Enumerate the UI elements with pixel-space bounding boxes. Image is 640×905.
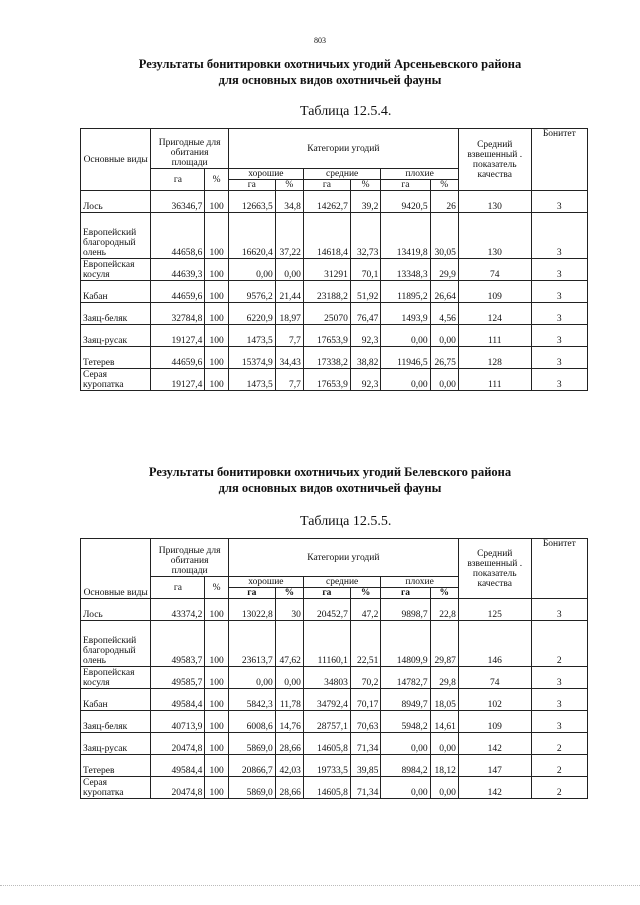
cell-suitable-pct: 100 xyxy=(205,689,228,711)
cell-bonitet: 3 xyxy=(531,711,587,733)
cell-good-ha: 0,00 xyxy=(228,259,275,281)
cell-medium-pct: 71,34 xyxy=(350,777,381,799)
cell-avg: 130 xyxy=(458,191,531,213)
cell-bonitet: 2 xyxy=(531,755,587,777)
header-categories: Категории угодий xyxy=(228,539,458,577)
cell-poor-ha: 11895,2 xyxy=(381,281,430,303)
header-suitable: Пригодные для обитания площади xyxy=(151,539,228,577)
cell-avg: 111 xyxy=(458,325,531,347)
cell-suitable-ha: 36346,7 xyxy=(151,191,205,213)
cell-good-ha: 6008,6 xyxy=(228,711,275,733)
cell-species: Лось xyxy=(81,191,151,213)
cell-species: Заяц-русак xyxy=(81,325,151,347)
cell-avg: 109 xyxy=(458,711,531,733)
cell-poor-ha: 13348,3 xyxy=(381,259,430,281)
header-medium-ha: га xyxy=(303,588,350,599)
cell-bonitet: 2 xyxy=(531,733,587,755)
header-pct: % xyxy=(205,577,228,599)
cell-poor-ha: 1493,9 xyxy=(381,303,430,325)
cell-medium-pct: 32,73 xyxy=(350,213,381,259)
table-row xyxy=(81,281,588,303)
cell-medium-pct: 47,2 xyxy=(350,599,381,621)
cell-good-pct: 0,00 xyxy=(275,667,303,689)
cell-medium-ha: 25070 xyxy=(303,303,350,325)
cell-avg: 142 xyxy=(458,733,531,755)
scan-edge-noise xyxy=(0,885,640,888)
cell-medium-ha: 31291 xyxy=(303,259,350,281)
cell-suitable-ha: 49584,4 xyxy=(151,689,205,711)
table-row xyxy=(81,733,588,755)
cell-good-ha: 9576,2 xyxy=(228,281,275,303)
cell-medium-pct: 22,51 xyxy=(350,621,381,667)
cell-good-pct: 34,8 xyxy=(275,191,303,213)
header-good-ha: га xyxy=(228,180,275,191)
table1-title xyxy=(60,56,600,88)
cell-avg: 146 xyxy=(458,621,531,667)
cell-poor-pct: 0,00 xyxy=(430,325,458,347)
cell-avg: 111 xyxy=(458,369,531,391)
cell-poor-pct: 0,00 xyxy=(430,733,458,755)
cell-bonitet: 3 xyxy=(531,281,587,303)
cell-suitable-pct: 100 xyxy=(205,325,228,347)
table1-title-line2: для основных видов охотничьей фауны xyxy=(218,73,442,87)
table-row xyxy=(81,599,588,621)
header-medium: средние xyxy=(303,169,380,180)
table1 xyxy=(80,128,588,391)
table-row xyxy=(81,191,588,213)
cell-medium-pct: 39,2 xyxy=(350,191,381,213)
cell-species: Европейский благородный олень xyxy=(81,213,151,259)
cell-poor-ha: 14782,7 xyxy=(381,667,430,689)
cell-poor-ha: 9420,5 xyxy=(381,191,430,213)
cell-species: Кабан xyxy=(81,281,151,303)
cell-bonitet: 3 xyxy=(531,599,587,621)
page-number: 803 xyxy=(314,36,326,45)
cell-medium-ha: 11160,1 xyxy=(303,621,350,667)
cell-suitable-pct: 100 xyxy=(205,777,228,799)
cell-avg: 125 xyxy=(458,599,531,621)
cell-medium-ha: 20452,7 xyxy=(303,599,350,621)
header-good: хорошие xyxy=(228,169,303,180)
cell-suitable-ha: 49585,7 xyxy=(151,667,205,689)
header-poor-pct: % xyxy=(430,588,458,599)
cell-medium-pct: 70,17 xyxy=(350,689,381,711)
cell-poor-ha: 13419,8 xyxy=(381,213,430,259)
cell-suitable-pct: 100 xyxy=(205,711,228,733)
header-poor-ha: га xyxy=(381,588,430,599)
header-species: Основные виды xyxy=(81,539,151,599)
cell-medium-pct: 92,3 xyxy=(350,369,381,391)
cell-suitable-ha: 49584,4 xyxy=(151,755,205,777)
header-medium-pct: % xyxy=(350,180,381,191)
cell-avg: 109 xyxy=(458,281,531,303)
cell-avg: 130 xyxy=(458,213,531,259)
header-good-ha: га xyxy=(228,588,275,599)
header-good: хорошие xyxy=(228,577,303,588)
table-row xyxy=(81,325,588,347)
cell-poor-pct: 4,56 xyxy=(430,303,458,325)
cell-suitable-ha: 44659,6 xyxy=(151,281,205,303)
cell-suitable-pct: 100 xyxy=(205,755,228,777)
cell-poor-ha: 0,00 xyxy=(381,325,430,347)
cell-suitable-ha: 19127,4 xyxy=(151,325,205,347)
cell-bonitet: 3 xyxy=(531,369,587,391)
cell-poor-ha: 14809,9 xyxy=(381,621,430,667)
cell-good-ha: 23613,7 xyxy=(228,621,275,667)
table-row xyxy=(81,689,588,711)
table2-title xyxy=(60,464,600,496)
table1-title-line1: Результаты бонитировки охотничьих угодий Арсеньевского района xyxy=(138,57,522,71)
cell-suitable-pct: 100 xyxy=(205,369,228,391)
cell-poor-ha: 9898,7 xyxy=(381,599,430,621)
cell-good-pct: 18,97 xyxy=(275,303,303,325)
cell-good-ha: 1473,5 xyxy=(228,325,275,347)
cell-poor-pct: 18,12 xyxy=(430,755,458,777)
cell-bonitet: 2 xyxy=(531,777,587,799)
header-poor: плохие xyxy=(381,169,459,180)
cell-good-pct: 0,00 xyxy=(275,259,303,281)
cell-good-ha: 13022,8 xyxy=(228,599,275,621)
cell-good-pct: 28,66 xyxy=(275,733,303,755)
cell-medium-pct: 92,3 xyxy=(350,325,381,347)
table-row xyxy=(81,347,588,369)
header-bonitet: Бонитет xyxy=(531,129,587,191)
cell-species: Кабан xyxy=(81,689,151,711)
cell-poor-ha: 0,00 xyxy=(381,369,430,391)
cell-medium-pct: 70,1 xyxy=(350,259,381,281)
cell-species: Заяц-русак xyxy=(81,733,151,755)
header-good-pct: % xyxy=(275,180,303,191)
header-medium: средние xyxy=(303,577,380,588)
table-row xyxy=(81,213,588,259)
cell-bonitet: 3 xyxy=(531,325,587,347)
cell-bonitet: 3 xyxy=(531,213,587,259)
table-row xyxy=(81,303,588,325)
header-species: Основные виды xyxy=(81,129,151,191)
cell-avg: 147 xyxy=(458,755,531,777)
cell-medium-ha: 34803 xyxy=(303,667,350,689)
header-suitable: Пригодные для обитания площади xyxy=(151,129,228,169)
cell-avg: 124 xyxy=(458,303,531,325)
cell-suitable-pct: 100 xyxy=(205,213,228,259)
cell-medium-ha: 14605,8 xyxy=(303,733,350,755)
cell-poor-pct: 0,00 xyxy=(430,369,458,391)
cell-avg: 102 xyxy=(458,689,531,711)
cell-poor-pct: 26,75 xyxy=(430,347,458,369)
cell-good-pct: 14,76 xyxy=(275,711,303,733)
cell-poor-pct: 26 xyxy=(430,191,458,213)
cell-bonitet: 3 xyxy=(531,191,587,213)
cell-medium-pct: 71,34 xyxy=(350,733,381,755)
cell-bonitet: 3 xyxy=(531,303,587,325)
cell-medium-pct: 39,85 xyxy=(350,755,381,777)
cell-suitable-pct: 100 xyxy=(205,191,228,213)
cell-good-ha: 5869,0 xyxy=(228,777,275,799)
cell-species: Заяц-беляк xyxy=(81,303,151,325)
table-row xyxy=(81,621,588,667)
header-avg: Средний взвешенный . показатель качества xyxy=(458,539,531,599)
cell-suitable-pct: 100 xyxy=(205,599,228,621)
cell-good-ha: 5869,0 xyxy=(228,733,275,755)
cell-avg: 128 xyxy=(458,347,531,369)
table-row xyxy=(81,259,588,281)
header-ha: га xyxy=(151,577,205,599)
cell-good-ha: 1473,5 xyxy=(228,369,275,391)
table2-caption: Таблица 12.5.5. xyxy=(300,514,392,529)
cell-bonitet: 2 xyxy=(531,621,587,667)
cell-species: Европейская косуля xyxy=(81,259,151,281)
cell-avg: 74 xyxy=(458,667,531,689)
cell-suitable-ha: 49583,7 xyxy=(151,621,205,667)
cell-poor-pct: 30,05 xyxy=(430,213,458,259)
cell-species: Серая куропатка xyxy=(81,369,151,391)
cell-medium-ha: 17653,9 xyxy=(303,369,350,391)
cell-suitable-pct: 100 xyxy=(205,259,228,281)
cell-medium-ha: 19733,5 xyxy=(303,755,350,777)
cell-suitable-ha: 40713,9 xyxy=(151,711,205,733)
cell-suitable-ha: 43374,2 xyxy=(151,599,205,621)
cell-suitable-pct: 100 xyxy=(205,281,228,303)
cell-bonitet: 3 xyxy=(531,259,587,281)
cell-suitable-ha: 44658,6 xyxy=(151,213,205,259)
table-row xyxy=(81,755,588,777)
cell-good-pct: 34,43 xyxy=(275,347,303,369)
table2-title-line1: Результаты бонитировки охотничьих угодий Белевского района xyxy=(148,465,512,479)
cell-medium-ha: 14262,7 xyxy=(303,191,350,213)
cell-poor-ha: 8949,7 xyxy=(381,689,430,711)
cell-good-ha: 16620,4 xyxy=(228,213,275,259)
cell-poor-pct: 18,05 xyxy=(430,689,458,711)
cell-medium-ha: 28757,1 xyxy=(303,711,350,733)
cell-poor-ha: 0,00 xyxy=(381,733,430,755)
header-categories: Категории угодий xyxy=(228,129,458,169)
cell-poor-pct: 29,8 xyxy=(430,667,458,689)
cell-good-pct: 11,78 xyxy=(275,689,303,711)
header-good-pct: % xyxy=(275,588,303,599)
cell-species: Тетерев xyxy=(81,347,151,369)
cell-good-pct: 7,7 xyxy=(275,369,303,391)
header-poor: плохие xyxy=(381,577,459,588)
cell-good-pct: 47,62 xyxy=(275,621,303,667)
cell-good-ha: 6220,9 xyxy=(228,303,275,325)
header-avg: Средний взвешенный . показатель качества xyxy=(458,129,531,191)
cell-good-ha: 15374,9 xyxy=(228,347,275,369)
table-row xyxy=(81,369,588,391)
header-ha: га xyxy=(151,169,205,191)
cell-suitable-ha: 44639,3 xyxy=(151,259,205,281)
cell-suitable-ha: 20474,8 xyxy=(151,777,205,799)
table2 xyxy=(80,538,588,799)
table-row xyxy=(81,667,588,689)
table-row xyxy=(81,777,588,799)
header-poor-ha: га xyxy=(381,180,430,191)
cell-species: Лось xyxy=(81,599,151,621)
cell-poor-ha: 5948,2 xyxy=(381,711,430,733)
cell-species: Тетерев xyxy=(81,755,151,777)
cell-good-pct: 30 xyxy=(275,599,303,621)
table2-title-line2: для основных видов охотничьей фауны xyxy=(218,481,442,495)
cell-medium-pct: 76,47 xyxy=(350,303,381,325)
cell-suitable-ha: 32784,8 xyxy=(151,303,205,325)
cell-bonitet: 3 xyxy=(531,667,587,689)
cell-good-pct: 28,66 xyxy=(275,777,303,799)
cell-medium-pct: 38,82 xyxy=(350,347,381,369)
cell-avg: 142 xyxy=(458,777,531,799)
header-medium-ha: га xyxy=(303,180,350,191)
cell-good-ha: 12663,5 xyxy=(228,191,275,213)
cell-medium-ha: 34792,4 xyxy=(303,689,350,711)
cell-medium-ha: 17338,2 xyxy=(303,347,350,369)
header-medium-pct: % xyxy=(350,588,381,599)
cell-species: Европейский благородный олень xyxy=(81,621,151,667)
cell-suitable-pct: 100 xyxy=(205,621,228,667)
cell-bonitet: 3 xyxy=(531,689,587,711)
cell-suitable-pct: 100 xyxy=(205,347,228,369)
table-row xyxy=(81,711,588,733)
cell-good-ha: 20866,7 xyxy=(228,755,275,777)
cell-poor-ha: 11946,5 xyxy=(381,347,430,369)
cell-medium-pct: 70,63 xyxy=(350,711,381,733)
cell-good-pct: 37,22 xyxy=(275,213,303,259)
header-poor-pct: % xyxy=(430,180,458,191)
cell-species: Европейская косуля xyxy=(81,667,151,689)
cell-poor-pct: 29,87 xyxy=(430,621,458,667)
cell-medium-pct: 51,92 xyxy=(350,281,381,303)
cell-good-pct: 21,44 xyxy=(275,281,303,303)
cell-poor-pct: 14,61 xyxy=(430,711,458,733)
cell-poor-ha: 8984,2 xyxy=(381,755,430,777)
table1-caption: Таблица 12.5.4. xyxy=(300,104,392,119)
cell-medium-ha: 14618,4 xyxy=(303,213,350,259)
cell-poor-pct: 26,64 xyxy=(430,281,458,303)
cell-medium-ha: 23188,2 xyxy=(303,281,350,303)
cell-suitable-pct: 100 xyxy=(205,733,228,755)
cell-suitable-ha: 19127,4 xyxy=(151,369,205,391)
cell-suitable-pct: 100 xyxy=(205,303,228,325)
cell-medium-ha: 17653,9 xyxy=(303,325,350,347)
cell-good-pct: 7,7 xyxy=(275,325,303,347)
cell-poor-pct: 29,9 xyxy=(430,259,458,281)
cell-poor-pct: 22,8 xyxy=(430,599,458,621)
cell-good-pct: 42,03 xyxy=(275,755,303,777)
cell-species: Серая куропатка xyxy=(81,777,151,799)
cell-medium-ha: 14605,8 xyxy=(303,777,350,799)
cell-poor-pct: 0,00 xyxy=(430,777,458,799)
cell-species: Заяц-беляк xyxy=(81,711,151,733)
cell-suitable-ha: 44659,6 xyxy=(151,347,205,369)
cell-poor-ha: 0,00 xyxy=(381,777,430,799)
header-bonitet: Бонитет xyxy=(531,539,587,599)
cell-good-ha: 5842,3 xyxy=(228,689,275,711)
cell-bonitet: 3 xyxy=(531,347,587,369)
cell-avg: 74 xyxy=(458,259,531,281)
cell-suitable-pct: 100 xyxy=(205,667,228,689)
cell-medium-pct: 70,2 xyxy=(350,667,381,689)
cell-good-ha: 0,00 xyxy=(228,667,275,689)
cell-suitable-ha: 20474,8 xyxy=(151,733,205,755)
header-pct: % xyxy=(205,169,228,191)
